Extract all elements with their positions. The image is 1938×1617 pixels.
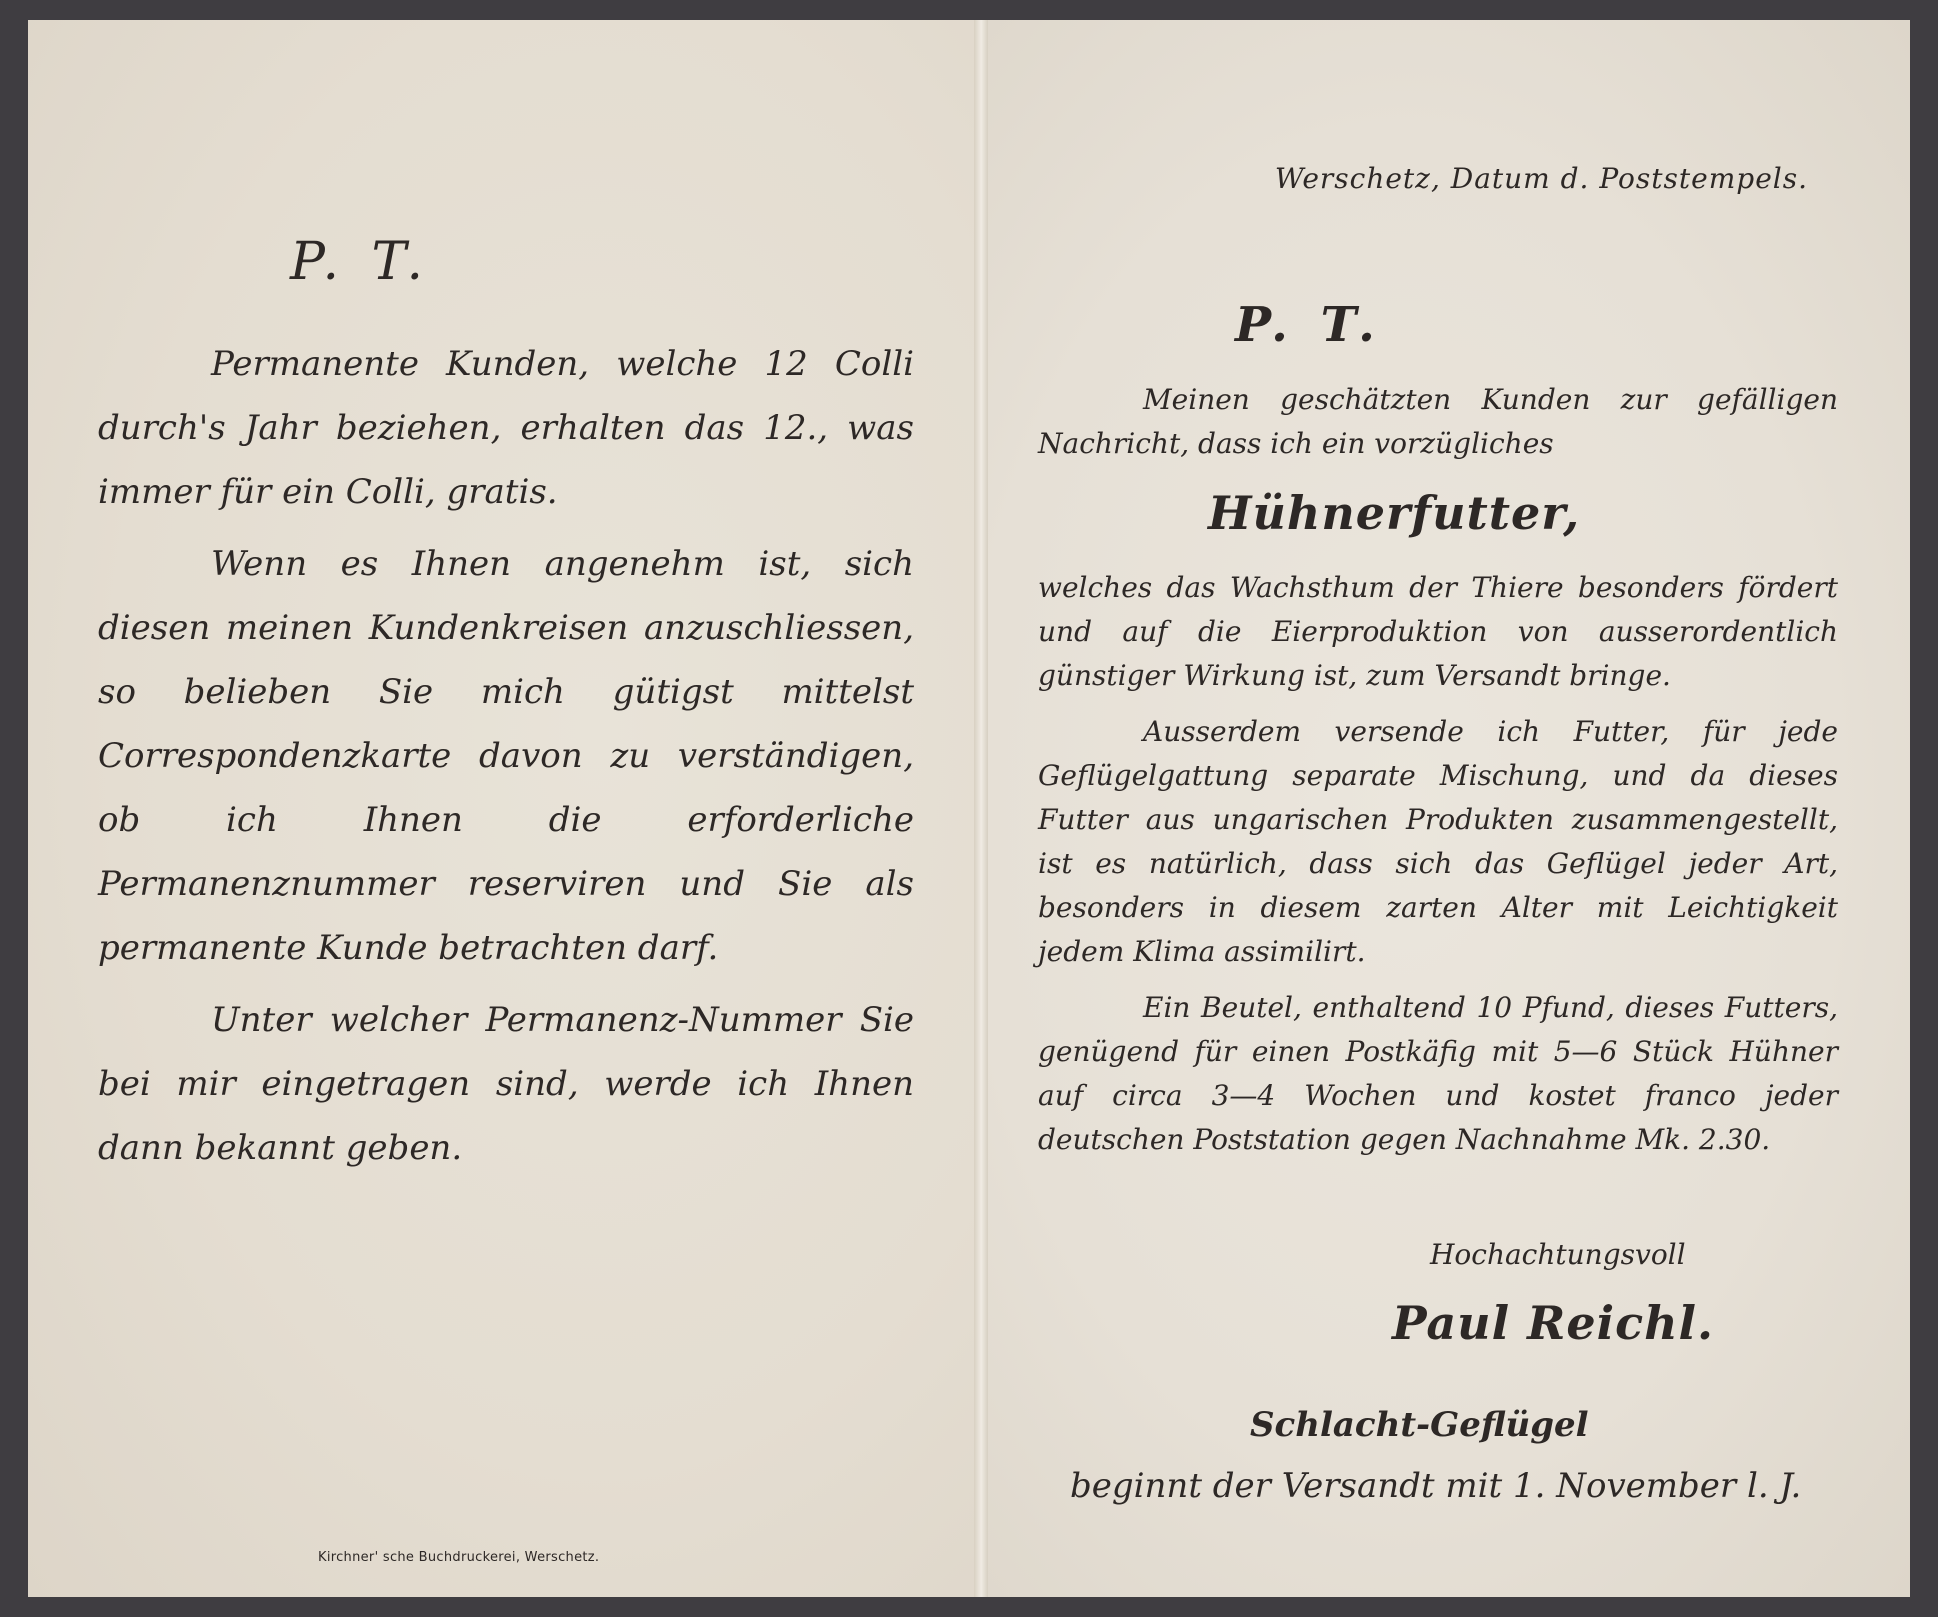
intro-text bbox=[1038, 378, 1838, 466]
notice-text: beginnt der Versandt mit 1. November l. J. bbox=[1070, 1466, 1802, 1506]
left-page bbox=[28, 20, 976, 1597]
closing: Hochachtungsvoll bbox=[1430, 1238, 1686, 1271]
dateline: Werschetz, Datum d. Poststempels. bbox=[1274, 162, 1808, 195]
right-page bbox=[988, 20, 1910, 1597]
right-paragraph-mixtures: Ausserdem versende ich Futter, für jede Geflügelgattung separate Mischung, und da dieses Futter aus ungarischen Produkten zusammengestellt, ist es natürlich, dass sich das Geflügel jeder Art, besonders in diesem zarten Alter mit Leichtigkeit jedem Klima assimilirt. bbox=[1038, 715, 1838, 968]
letter-card bbox=[28, 20, 1910, 1597]
left-body bbox=[98, 332, 914, 1180]
right-paragraph-price: Ein Beutel, enthaltend 10 Pfund, dieses Futters, genügend für einen Postkäfig mit 5—6 Stück Hühner auf circa 3—4 Wochen und kostet franco jeder deutschen Poststation gegen Nachnahme Mk. 2.30. bbox=[1038, 991, 1838, 1156]
printer-imprint: Kirchner' sche Buchdruckerei, Werschetz. bbox=[318, 1550, 600, 1565]
product-title: Hühnerfutter, bbox=[1208, 486, 1581, 540]
left-paragraph-number-notice: Unter welcher Permanenz-Nummer Sie bei mir eingetragen sind, werde ich Ihnen dann bekannt geben. bbox=[98, 1000, 914, 1168]
right-greeting: P. T. bbox=[1235, 297, 1383, 353]
notice-title: Schlacht-Geflügel bbox=[1250, 1405, 1589, 1445]
left-paragraph-permanent-customers: Permanente Kunden, welche 12 Colli durch's Jahr beziehen, erhalten das 12., was immer für ein Colli, gratis. bbox=[98, 344, 914, 512]
left-greeting: P. T. bbox=[290, 232, 432, 292]
right-body bbox=[1038, 566, 1838, 1162]
intro-paragraph: Meinen geschätzten Kunden zur gefälligen Nachricht, dass ich ein vorzügliches bbox=[1038, 383, 1838, 460]
right-paragraph-effect: welches das Wachsthum der Thiere besonders fördert und auf die Eierproduktion von ausserordentlich günstiger Wirkung ist, zum Versandt bringe. bbox=[1038, 571, 1838, 692]
signature: Paul Reichl. bbox=[1392, 1296, 1715, 1350]
left-paragraph-join-request: Wenn es Ihnen angenehm ist, sich diesen meinen Kundenkreisen anzuschliessen, so belieben Sie mich gütigst mittelst Correspondenzkarte davon zu verständigen, ob ich Ihnen die erforderliche Permanenznummer reserviren und Sie als permanente Kunde betrachten darf. bbox=[98, 544, 914, 968]
